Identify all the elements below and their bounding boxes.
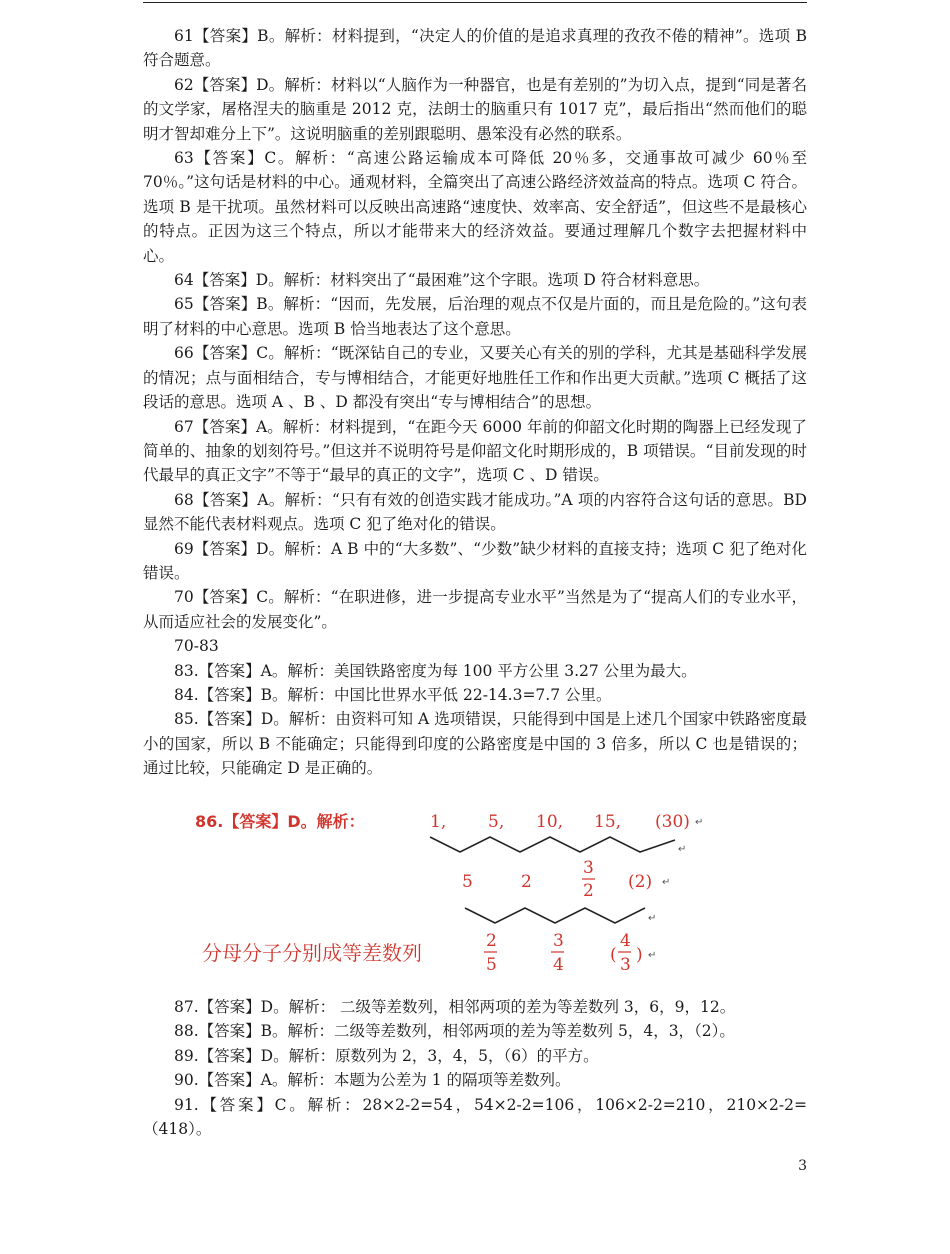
row3-close-paren: ) [636,945,643,965]
row1-term-4: 15, [594,812,622,832]
svg-text:↵: ↵ [648,950,657,961]
row3-term-3-denominator: 3 [620,955,631,975]
answer-67: 67【答案】A。解析：材料提到，“在距今天 6000 年前的仰韶文化时期的陶器上已经发现了简单的、抽象的划刻符号。”但这并不说明符号是仰韶文化时期形成的，B 项错误。“目前发现的时代最早的真正文字”不等于“最早的真正的文字”，选项 C 、D 错误。 [143,417,807,485]
answer-88: 88.【答案】B。解析：二级等差数列，相邻两项的差为等差数列 5，4，3，（2）。 [174,1022,735,1041]
row1-term-3: 10, [536,812,564,832]
row2-term-3-denominator: 2 [583,881,594,901]
row2-zigzag [465,908,645,923]
row1-zigzag [430,837,675,852]
answer-63: 63【答案】C。解析：“高速公路运输成本可降低 20％多，交通事故可减少 60％至 70％。”这句话是材料的中心。通观材料，全篇突出了高速公路经济效益高的特点。选项 C 符合。选项 B 是干扰项。虽然材料可以反映出高速路“速度快、效率高、安全舒适”，但这些不是最核心的特点。正因为这三个特点，所以才能带来大的经济效益。要通过理解几个数字去把握材料中心。 [143,149,807,265]
row2-term-1: 5 [462,872,473,892]
row3-term-1-denominator: 5 [486,955,497,975]
answer-70: 70【答案】C。解析：“在职进修，进一步提高专业水平”当然是为了“提高人们的专业水平，从而适应社会的发展变化”。 [143,588,807,631]
row2-term-4: (2) [628,872,653,892]
page-number: 3 [798,1158,807,1174]
answer-87: 87.【答案】D。解析： 二级等差数列，相邻两项的差为等差数列 3，6，9，12。 [174,998,736,1016]
figure-label: 86.【答案】D。解析： [195,812,365,831]
answer-69: 69【答案】D。解析：A B 中的“大多数”、“少数”缺少材料的直接支持；选项 C 犯了绝对化错误。 [143,539,807,582]
answer-65: 65【答案】B。解析：“因而，先发展，后治理的观点不仅是片面的，而且是危险的。”这句表明了材料的中心意思。选项 B 恰当地表达了这个意思。 [143,295,807,338]
answer-61: 61【答案】B。解析：材料提到，“决定人的价值的是追求真理的孜孜不倦的精神”。选项 B 符合题意。 [143,27,807,70]
answer-62: 62【答案】D。解析：材料以“人脑作为一种器官，也是有差别的”为切入点，提到“同是著名的文学家，屠格涅夫的脑重是 2012 克，法朗士的脑重只有 1017 克”，最后指出“然而他们的聪明才智却难分上下”。这说明脑重的差别跟聪明、愚笨没有必然的联系。 [143,75,807,143]
answer-68: 68【答案】A。解析：“只有有效的创造实践才能成功。”A 项的内容符合这句话的意思。BD 显然不能代表材料观点。选项 C 犯了绝对化的错误。 [143,490,807,534]
row3-term-2-numerator: 3 [553,931,564,951]
sequence-diagram [190,800,710,990]
row2-term-3-numerator: 3 [583,858,594,878]
answer-90: 90.【答案】A。解析：本题为公差为 1 的隔项等差数列。 [174,1071,571,1090]
answer-89: 89.【答案】D。解析：原数列为 2，3，4，5，（6）的平方。 [174,1046,599,1065]
answer-64: 64【答案】D。解析：材料突出了“最困难”这个字眼。选项 D 符合材料意思。 [174,271,710,290]
row2-term-2: 2 [521,872,532,892]
svg-text:↵: ↵ [662,877,671,888]
header-rule [143,2,807,3]
section-range-label: 70-83 [174,637,219,656]
answer-83: 83.【答案】A。解析：美国铁路密度为每 100 平方公里 3.27 公里为最大。 [174,661,697,680]
row1-term-5: (30) [655,812,690,832]
svg-text:↵: ↵ [678,844,687,855]
answer-66: 66【答案】C。解析：“既深钻自己的专业，又要关心有关的别的学科，尤其是基础科学发展的情况；点与面相结合，专与博相结合，才能更好地胜任工作和作出更大贡献。”选项 C 概括了这段话的意思。选项 A 、B 、D 都没有突出“专与博相结合”的思想。 [143,344,807,412]
row3-term-1-numerator: 2 [486,931,497,951]
svg-text:↵: ↵ [648,913,657,924]
answer-list-top [143,24,807,781]
row3-term-3-numerator: 4 [620,931,631,951]
row3-open-paren: ( [610,945,617,965]
answer-84: 84.【答案】B。解析：中国比世界水平低 22-14.3=7.7 公里。 [174,685,612,704]
answer-86-figure [190,800,710,990]
row1-term-2: 5, [488,812,505,832]
answer-85: 85.【答案】D。解析：由资料可知 A 选项错误，只能得到中国是上述几个国家中铁路密度最小的国家，所以 B 不能确定；只能得到印度的公路密度是中国的 3 倍多，所以 C 也是错误的；通过比较，只能确定 D 是正确的。 [143,710,807,778]
svg-text:↵: ↵ [695,817,704,828]
row1-term-1: 1, [430,812,447,832]
answer-91: 91.【答案】C。解析：28×2-2=54，54×2-2=106，106×2-2=210，210×2-2=（418）。 [143,1095,807,1139]
figure-note: 分母分子分别成等差数列 [202,941,422,965]
answer-list-bottom [143,995,807,1141]
row3-term-2-denominator: 4 [553,955,564,975]
